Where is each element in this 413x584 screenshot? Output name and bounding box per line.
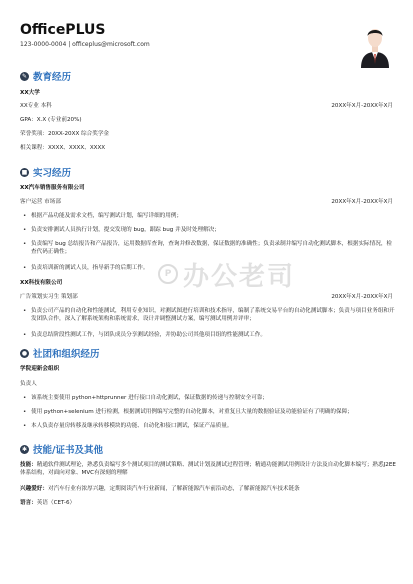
briefcase-icon: ■ <box>21 168 28 176</box>
hobby-line <box>20 485 396 493</box>
skill-text: 对汽车行业有浓厚兴趣，定期阅读汽车行业新闻，了解新能源汽车前沿动态，了解新能源汽车技术链条 <box>47 486 300 492</box>
list-item: • 根据产品功能及需求文档，编写测试计划，编写详细的用例； <box>23 213 183 219</box>
section-title: 技能/证书及其他 <box>33 445 103 456</box>
contact-info: 123-0000-0004 | officeplus@microsoft.com <box>20 41 150 48</box>
list-item: • 负责安排测试人员执行计划，提交发现的 bug，跟踪 bug 并及时处理解决； <box>23 227 220 233</box>
section-skills <box>20 443 103 455</box>
job-period: 20XX年X月-20XX年X月 <box>331 199 393 205</box>
company-name: XX汽车销售服务有限公司 <box>20 185 85 191</box>
list-item: • 使用 python+selenium 进行检测，根据测试用例编写完整的自动化脚本，对重复且大量的数据验证及功能验证有了明确的保障； <box>23 409 353 415</box>
watermark <box>158 254 318 294</box>
section-title: 社团和组织经历 <box>33 349 100 360</box>
company-name: XX科技有限公司 <box>20 280 63 286</box>
org-role: 负责人 <box>20 381 37 387</box>
courses: 相关课程：XXXX、XXXX、XXXX <box>20 145 106 151</box>
list-item: • 该系统主要使用 python+httprunner 进行接口自动化测试，保证数据的传递与控制安全可靠； <box>23 395 268 401</box>
language-line <box>20 499 75 507</box>
org-name: 学院迎新会组织 <box>20 366 60 372</box>
graduation-cap-icon: ✎ <box>21 72 28 80</box>
job-role: 广告策划实习生 策划部 <box>20 294 78 300</box>
skill-text: 精通软件测试理论，熟悉负责编写多个测试项目的测试策略、测试计划及测试过程管理；精通功能测试用例设计方法及自动化脚本编写；熟悉J2EE体系结构，对面向对象、MVC有深刻的理解 <box>20 462 396 476</box>
gear-icon: ✱ <box>21 445 28 453</box>
school-name: XX大学 <box>20 90 40 96</box>
section-title: 实习经历 <box>33 168 72 179</box>
list-item: • 负责总结阶段性测试工作，与团队成员分享测试经验，并协助公司其他项目组的性能测试工作。 <box>23 332 266 338</box>
section-club <box>20 347 100 359</box>
skill-label: 技能： <box>20 462 37 468</box>
list-item: • 本人负责存量房转移及继承转移模块的功能、自动化和接口测试，保证产品质量。 <box>23 423 233 429</box>
watermark-logo-icon: P <box>158 264 178 284</box>
job-period: 20XX年X月-20XX年X月 <box>331 294 393 300</box>
skill-line <box>20 461 396 477</box>
section-education <box>20 70 71 82</box>
section-internship <box>20 166 71 178</box>
list-item: • 负责培训新的测试人员，指导新手的后期工作。 <box>23 265 149 271</box>
major-degree: XX专业 本科 <box>20 103 52 109</box>
job-role: 客户运营 市场部 <box>20 199 61 205</box>
skill-label: 兴趣爱好： <box>20 486 48 492</box>
awards: 荣誉奖项：20XX-20XX 综合奖学金 <box>20 131 110 137</box>
skill-label: 语言： <box>20 500 37 506</box>
candidate-name: OfficePLUS <box>20 22 106 38</box>
education-period: 20XX年X月-20XX年X月 <box>331 103 393 109</box>
list-item: • 负责编写 bug 总结报告和产品报告，运用数据库查询，查询并修改数据，保证数据的准确性；负责录制并编写自动化测试脚本，根据实际情况，检查代码正确性； <box>23 241 393 255</box>
skill-text: 英语（CET-6） <box>36 500 76 506</box>
list-item: • 负责公司产品的自动化和性能测试，利用专业知识，对测试图进行培训和技术指导，编制了系统交易平台的自动化测试脚本；负责与项目业务组和开发团队合作，深入了解系统架构和系统需求，设计并调整测试方案，编写测试用例并评审； <box>23 308 395 322</box>
gpa: GPA：X.X (专业前20%) <box>20 117 82 123</box>
watermark-text: 办公老司 <box>183 261 296 292</box>
people-icon: ● <box>21 349 28 357</box>
avatar <box>355 20 395 68</box>
section-title: 教育经历 <box>33 72 72 83</box>
